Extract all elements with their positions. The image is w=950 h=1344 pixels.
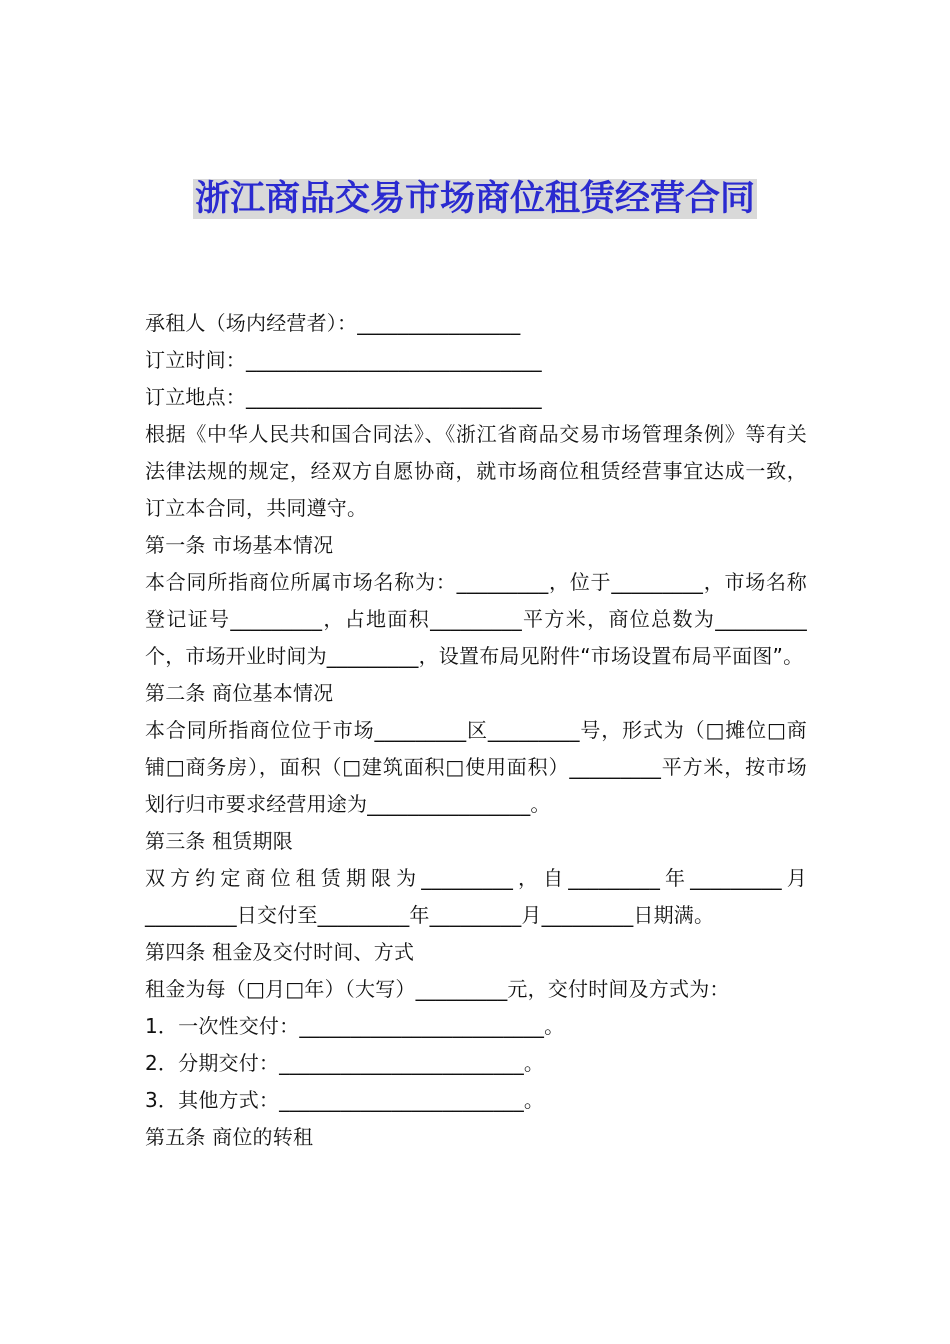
- paragraph-sign-time: 订立时间：_____________________________: [145, 348, 542, 372]
- list-item-lump-sum: 1．一次性交付：________________________。: [145, 1014, 565, 1038]
- article-heading-1: 第一条 市场基本情况: [145, 533, 334, 557]
- paragraph-preamble: 根据《中华人民共和国合同法》、《浙江省商品交易市场管理条例》等有关法律法规的规定，经双方自愿协商，就市场商位租赁经营事宜达成一致，订立本合同，共同遵守。: [145, 422, 807, 520]
- article-heading-5: 第五条 商位的转租: [145, 1125, 314, 1149]
- document-body: [145, 305, 807, 1156]
- article-heading-4: 第四条 租金及交付时间、方式: [145, 940, 415, 964]
- article-heading-3: 第三条 租赁期限: [145, 829, 293, 853]
- paragraph-article-1: 本合同所指商位所属市场名称为：_________，位于_________，市场名称登记证号_________，占地面积_________平方米，商位总数为_________个，市场开业时间为_________，设置布局见附件“市场设置布局平面图”。: [145, 570, 807, 668]
- document-title: 浙江商品交易市场商位租赁经营合同: [194, 179, 755, 219]
- article-heading-2: 第二条 商位基本情况: [145, 681, 334, 705]
- paragraph-lessee: 承租人（场内经营者）：________________: [145, 311, 521, 335]
- paragraph-article-3: 双方约定商位租赁期限为_________，自_________年_________月_________日交付至_________年_________月_________日期满。: [145, 866, 807, 927]
- paragraph-article-4: 租金为每（□月□年）（大写）_________元，交付时间及方式为：: [145, 977, 730, 1001]
- list-item-installment: 2．分期交付：________________________。: [145, 1051, 545, 1075]
- list-item-other: 3．其他方式：________________________。: [145, 1088, 545, 1112]
- paragraph-article-2: 本合同所指商位位于市场_________区_________号，形式为（□摊位□商铺□商务房），面积（□建筑面积□使用面积）_________平方米，按市场划行归市要求经营用途为________________。: [145, 718, 807, 816]
- paragraph-sign-place: 订立地点：_____________________________: [145, 385, 542, 409]
